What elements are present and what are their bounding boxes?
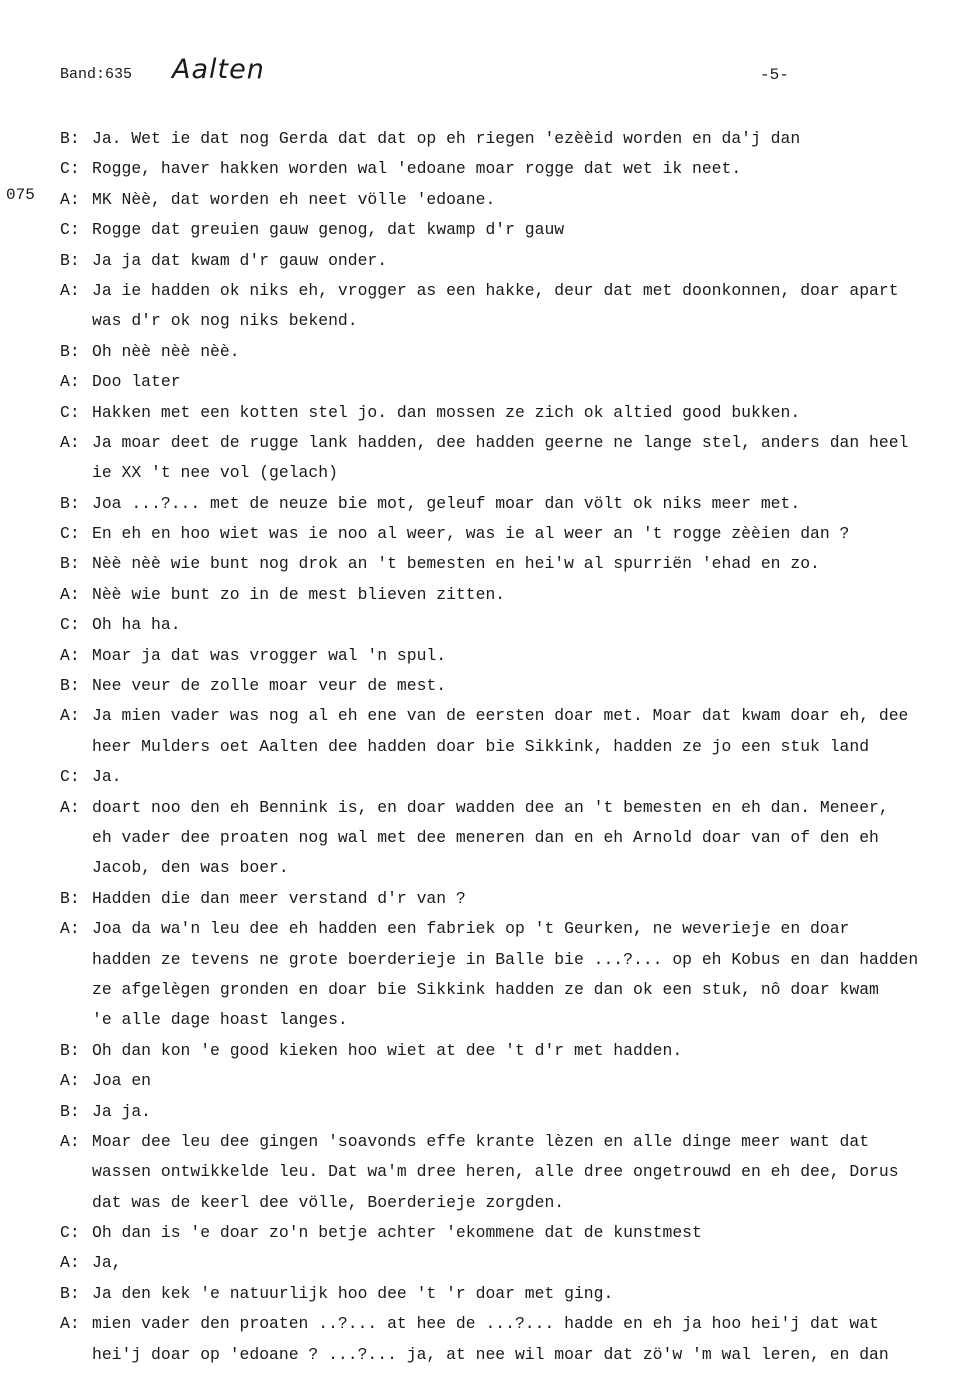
speaker-label: C: [60,524,80,544]
speaker-label: C: [60,615,80,635]
transcript-line [0,1005,979,1035]
speaker-label: B: [60,493,80,513]
utterance-text: Ja, [92,1253,122,1273]
transcript-line [0,246,979,276]
band-label: Band:635 [60,66,133,83]
utterance-text: Ja. Wet ie dat nog Gerda dat dat op eh riegen 'ezèèid worden en da'j dan [92,129,801,148]
transcript-line [0,1036,979,1066]
transcript-line [0,671,979,701]
utterance-text: Jacob, den was boer. [92,858,289,878]
utterance-text: Rogge, haver hakken worden wal 'edoane moar rogge dat wet ik neet. [92,159,742,179]
utterance-text: eh vader dee proaten nog wal met dee meneren dan en eh Arnold doar van of den eh [92,827,879,847]
transcript-line [0,1157,979,1187]
utterance-text: dat was de keerl dee völle, Boerderieje zorgden. [92,1192,565,1212]
speaker-label: B: [60,1101,80,1121]
utterance-text: Rogge dat greuien gauw genog, dat kwamp d'r gauw [92,220,565,240]
utterance-text: ie XX 't nee vol (gelach) [92,463,338,483]
speaker-label: B: [60,888,80,908]
speaker-label: C: [60,1223,80,1243]
utterance-text: heer Mulders oet Aalten dee hadden doar bie Sikkink, hadden ze jo een stuk land [92,736,870,756]
utterance-text: Hakken met een kotten stel jo. dan mossen ze zich ok altied good bukken. [92,402,801,422]
speaker-label: C: [60,402,80,422]
transcript-line [0,853,979,883]
transcript-line [0,337,979,367]
transcript-line [0,1188,979,1218]
utterance-text: Ja ie hadden ok niks eh, vrogger as een hakke, deur dat met doonkonnen, doar apart [92,280,899,300]
utterance-text: Moar ja dat was vrogger wal 'n spul. [92,645,447,665]
transcript-line [0,215,979,245]
speaker-label: A: [60,1253,80,1273]
transcript-line [0,1340,979,1370]
place-name-handwritten: Aalten [172,54,265,85]
speaker-label: A: [60,919,80,939]
utterance-text: Ja ja dat kwam d'r gauw onder. [92,250,388,270]
transcript-line [0,549,979,579]
utterance-text: Oh dan kon 'e good kieken hoo wiet at dee 't d'r met hadden. [92,1040,683,1060]
speaker-label: B: [60,676,80,696]
transcript-line [0,519,979,549]
transcript-line [0,185,979,215]
speaker-label: C: [60,220,80,240]
speaker-label: A: [60,1071,80,1091]
utterance-text: Moar dee leu dee gingen 'soavonds effe krante lèzen en alle dinge meer want dat [92,1131,870,1151]
transcript-line [0,489,979,519]
transcript-line [0,580,979,610]
transcript-line [0,398,979,428]
speaker-label: A: [60,1314,80,1334]
transcript-line [0,823,979,853]
page-number: -5- [760,66,789,84]
utterance-text: mien vader den proaten ..?... at hee de ...?... hadde en eh ja hoo hei'j dat wat [92,1314,879,1334]
speaker-label: A: [60,432,80,452]
speaker-label: A: [60,189,80,209]
speaker-label: A: [60,706,80,726]
utterance-text: Oh ha ha. [92,615,181,635]
transcript-line [0,306,979,336]
transcript-line [0,610,979,640]
speaker-label: B: [60,554,80,574]
utterance-text: Ja ja. [92,1101,152,1121]
speaker-label: B: [60,1040,80,1060]
transcript-line [0,1097,979,1127]
speaker-label: A: [60,372,80,392]
utterance-text: was d'r ok nog niks bekend. [92,311,358,331]
transcript-line [0,1127,979,1157]
utterance-text: hadden ze tevens ne grote boerderieje in Balle bie ...?... op eh Kobus en dan hadden [92,949,919,969]
utterance-text: Doo later [92,372,181,392]
transcript-line [0,975,979,1005]
utterance-text: Ja moar deet de rugge lank hadden, dee hadden geerne ne lange stel, anders dan heel [92,432,909,452]
transcript-line [0,1248,979,1278]
utterance-text: Nèè wie bunt zo in de mest blieven zitten. [92,584,506,604]
utterance-text: wassen ontwikkelde leu. Dat wa'm dree heren, alle dree ongetrouwd en eh dee, Dorus [92,1162,899,1182]
utterance-text: Joa ...?... met de neuze bie mot, geleuf moar dan völt ok niks meer met. [92,493,801,513]
transcript-line [0,1309,979,1339]
utterance-text: 'e alle dage hoast langes. [92,1010,348,1030]
transcript-body [0,124,979,1370]
utterance-text: Oh dan is 'e doar zo'n betje achter 'ekommene dat de kunstmest [92,1223,702,1243]
transcript-line [0,793,979,823]
speaker-label: B: [60,341,80,361]
utterance-text: Joa da wa'n leu dee eh hadden een fabriek op 't Geurken, ne weverieje en doar [92,919,850,939]
speaker-label: A: [60,280,80,300]
transcript-line [0,732,979,762]
speaker-label: A: [60,1131,80,1151]
utterance-text: Ja. [92,767,122,787]
speaker-label: A: [60,645,80,665]
speaker-label: C: [60,767,80,787]
transcript-line [0,458,979,488]
utterance-text: Hadden die dan meer verstand d'r van ? [92,888,466,908]
transcript-line [0,428,979,458]
utterance-text: MK Nèè, dat worden eh neet völle 'edoane. [92,189,496,209]
utterance-text: Nee veur de zolle moar veur de mest. [92,676,447,696]
transcript-line [0,762,979,792]
utterance-text: Ja den kek 'e natuurlijk hoo dee 't 'r doar met ging. [92,1283,614,1303]
margin-counter-note: 075 [6,186,35,204]
utterance-text: doart noo den eh Bennink is, en doar wadden dee an 't bemesten en eh dan. Meneer, [92,797,889,817]
transcript-line [0,367,979,397]
transcript-line [0,641,979,671]
utterance-text: ze afgelègen gronden en doar bie Sikkink hadden ze dan ok een stuk, nô doar kwam [92,979,879,999]
transcript-line [0,1279,979,1309]
utterance-text: Nèè nèè wie bunt nog drok an 't bemesten en hei'w al spurriën 'ehad en zo. [92,554,820,574]
transcript-line [0,154,979,184]
transcript-line [0,276,979,306]
utterance-text: En eh en hoo wiet was ie noo al weer, was ie al weer an 't rogge zèèien dan ? [92,524,850,544]
speaker-label: A: [60,797,80,817]
transcript-line [0,701,979,731]
speaker-label: A: [60,584,80,604]
speaker-label: C: [60,159,80,179]
transcript-line [0,945,979,975]
utterance-text: hei'j doar op 'edoane ? ...?... ja, at nee wil moar dat zö'w 'm wal leren, en dan [92,1344,889,1364]
utterance-text: Oh nèè nèè nèè. [92,341,240,361]
transcript-line [0,1066,979,1096]
transcript-line [0,884,979,914]
speaker-label: B: [60,129,80,148]
transcript-line [0,914,979,944]
speaker-label: B: [60,250,80,270]
speaker-label: B: [60,1283,80,1303]
utterance-text: Joa en [92,1071,152,1091]
utterance-text: Ja mien vader was nog al eh ene van de eersten doar met. Moar dat kwam doar eh, dee [92,706,909,726]
transcript-line [0,1218,979,1248]
transcript-line [0,124,979,154]
